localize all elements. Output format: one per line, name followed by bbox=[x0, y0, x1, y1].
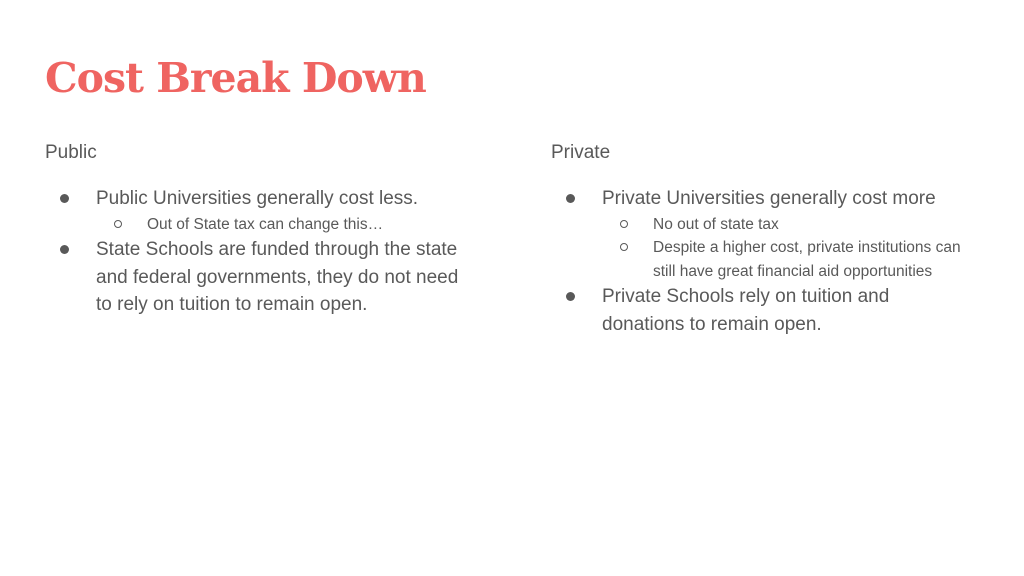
list-item bbox=[551, 283, 932, 338]
bullet-dot-icon bbox=[566, 194, 575, 203]
public-heading: Public bbox=[45, 142, 97, 163]
sub-item-text: Out of State tax can change this… bbox=[147, 215, 384, 233]
bullet-text: Private Universities generally cost more bbox=[602, 188, 936, 209]
private-bullet-list bbox=[551, 185, 981, 338]
list-item bbox=[551, 185, 982, 283]
sub-item-text: No out of state tax bbox=[653, 215, 779, 233]
public-column bbox=[45, 140, 485, 319]
sub-list bbox=[45, 213, 486, 237]
private-column bbox=[551, 140, 981, 338]
hollow-bullet-icon bbox=[114, 220, 122, 228]
sub-list-item bbox=[551, 213, 982, 237]
public-bullet-list bbox=[45, 185, 485, 319]
list-item bbox=[45, 185, 486, 236]
bullet-text: Private Schools rely on tuition and donations to remain open. bbox=[602, 286, 890, 335]
list-item bbox=[45, 236, 476, 319]
bullet-dot-icon bbox=[60, 194, 69, 203]
hollow-bullet-icon bbox=[620, 243, 628, 251]
hollow-bullet-icon bbox=[620, 220, 628, 228]
sub-list bbox=[551, 213, 982, 284]
bullet-dot-icon bbox=[566, 292, 575, 301]
slide-title: Cost Break Down bbox=[45, 54, 426, 102]
sub-item-text: Despite a higher cost, private institutions can still have great financial aid opportunities bbox=[653, 239, 961, 280]
bullet-text: Public Universities generally cost less. bbox=[96, 188, 419, 209]
bullet-dot-icon bbox=[60, 245, 69, 254]
sub-list-item bbox=[551, 236, 973, 283]
private-heading: Private bbox=[551, 142, 611, 163]
bullet-text: State Schools are funded through the state and federal governments, they do not need to rely on tuition to remain open. bbox=[96, 239, 459, 315]
sub-list-item bbox=[45, 213, 486, 237]
